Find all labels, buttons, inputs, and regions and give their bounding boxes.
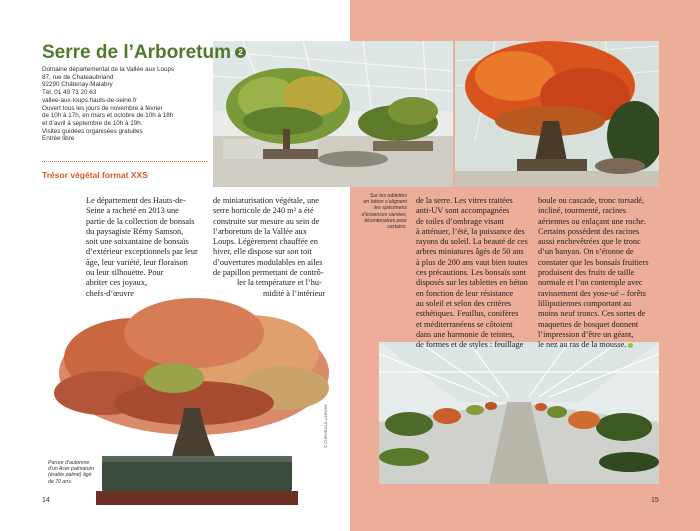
text-line: Loups. Légèrement chauffée en xyxy=(213,237,318,247)
section-subheading: Trésor végétal format XXS xyxy=(42,170,148,180)
greenhouse-bonsai-photo xyxy=(213,41,453,187)
text-line: aériennes ou enlaçant une roche. xyxy=(538,216,647,226)
text-line: de miniaturisation végétale, une xyxy=(213,196,319,205)
page-number-left: 14 xyxy=(42,497,50,504)
info-line: et d’avril à septembre de 10h à 19h. xyxy=(42,119,143,127)
text-line: en fonction de leur résistance xyxy=(416,288,514,298)
text-line: ler la température et l’hu- xyxy=(237,278,322,288)
text-line: de toiles d’ombrage visant xyxy=(416,216,504,226)
text-line: de papillon permettant de contrô- xyxy=(213,268,324,278)
info-line: 87, rue de Chateaubriand xyxy=(42,73,114,81)
info-line: Ouvert tous les jours de novembre à février xyxy=(42,104,163,112)
text-line: arbres miniatures âgés de 50 ans xyxy=(416,247,524,257)
text-line: d’ouvertures modulables en ailes xyxy=(213,257,323,267)
text-line: soit une soixantaine de bonsaïs xyxy=(86,237,189,247)
caption-line: (érable palmé) âgé xyxy=(48,472,92,479)
text-line: à atténuer, l’été, la puissance des xyxy=(416,226,525,236)
info-line: 92290 Châtenay-Malabry xyxy=(42,81,113,89)
text-line: l’impression d’être un géant, xyxy=(538,329,634,339)
caption-line: d’essences variées, xyxy=(361,211,407,218)
text-line: esthétiques. Feuillus, conifères xyxy=(416,309,519,319)
caption-line: d’un Acer palmatum xyxy=(48,466,94,473)
text-line: chefs-d’œuvre xyxy=(86,288,134,298)
photo-credit: © CORNEILLE LAROSE xyxy=(323,403,328,448)
text-line: dans une harmonie de teintes, xyxy=(416,329,515,339)
text-line: serre horticole de 240 m² a été xyxy=(213,206,314,216)
body-column-4 xyxy=(538,196,662,350)
caption-line: de 70 ans. xyxy=(48,478,73,485)
text-line: aussi enchevêtrées que le tronc xyxy=(538,237,641,247)
caption-tablettes xyxy=(355,193,407,230)
text-line: et méditerranéens se côtoient xyxy=(416,319,513,329)
text-line: ces précautions. Les bonsaïs sont xyxy=(416,268,526,278)
info-line: Domaine départemental de la Vallée aux Loups xyxy=(42,66,175,73)
body-column-3 xyxy=(416,196,540,350)
dotted-divider xyxy=(42,161,207,162)
text-line: construite sur mesure au sein de xyxy=(213,216,320,226)
text-line: du paysagiste Rémy Samson, xyxy=(86,226,184,236)
text-line: maquettes de bosquet donnent xyxy=(538,319,639,329)
text-line: Certains possèdent des racines xyxy=(538,226,640,236)
text-line: le nez au ras de la mousse. xyxy=(538,340,627,350)
text-line: constater que les bonsaïs fruitiers xyxy=(538,257,649,267)
text-line: abriter ces joyaux, xyxy=(86,278,148,288)
info-line: Entrée libre xyxy=(42,135,75,143)
info-line: Visites guidées organisées gratuites xyxy=(42,127,143,135)
info-line: vallee-aux-loups.hauts-de-seine.fr xyxy=(42,96,137,104)
visitor-info-block xyxy=(42,66,174,143)
greenhouse-aisle-photo xyxy=(379,342,659,484)
body-column-1 xyxy=(86,196,210,299)
text-line: à plus de 200 ans vaut bien toutes xyxy=(416,257,528,267)
text-line: lilliputiennes comportant au xyxy=(538,298,632,308)
text-line: au soleil et selon des critères xyxy=(416,298,512,308)
text-line: partie de la collection de bonsaïs xyxy=(86,216,195,226)
info-line: de 10h à 17h, en mars et octobre de 10h à 18h xyxy=(42,112,174,120)
text-line: hiver, elle dispose sur son toit xyxy=(213,247,312,257)
text-line: moins neuf troncs. Ces sortes de xyxy=(538,309,646,319)
caption-line: Sur les tablettes xyxy=(369,193,407,199)
text-line: ravissement des yose-ué – forêts xyxy=(538,288,646,298)
text-line: d’extérieur exceptionnels par leur xyxy=(86,247,198,257)
location-number-badge: 2 xyxy=(235,47,246,58)
text-line: disposés sur les tablettes en béton xyxy=(416,278,528,288)
text-line: l’arboretum de la Vallée aux xyxy=(213,226,307,236)
text-line: de la serre. Les vitres traitées xyxy=(416,196,513,205)
caption-erable xyxy=(48,460,104,485)
caption-line: Parure d’automne xyxy=(48,460,90,466)
text-line: midité à l’intérieur xyxy=(263,288,326,298)
text-line: d’un banyan. On s’étonne de xyxy=(538,247,634,257)
caption-line: bicentenaires pour xyxy=(364,217,407,224)
caption-line: en béton s’alignent xyxy=(363,199,407,206)
page-number-right: 15 xyxy=(651,497,659,504)
info-line: Tél. 01 49 73 20 63 xyxy=(42,89,97,97)
end-of-article-icon xyxy=(628,343,633,348)
text-line: rayons du soleil. La beauté de ces xyxy=(416,237,528,247)
body-column-2 xyxy=(213,196,337,299)
text-line: boule ou cascade, tronc torsadé, xyxy=(538,196,644,205)
text-line: Seine a racheté en 2013 une xyxy=(86,206,179,216)
caption-line: certains. xyxy=(387,224,407,231)
caption-line: les spécimens xyxy=(374,205,407,212)
autumn-bonsai-photo xyxy=(455,41,659,187)
text-line: ou leur silhouette. Pour xyxy=(86,268,164,278)
text-line: produisent des fruits de taille xyxy=(538,268,635,278)
text-line: incliné, tourmenté, racines xyxy=(538,206,627,216)
text-line: de formes et de styles : feuillage xyxy=(416,340,524,350)
text-line: Le département des Hauts-de- xyxy=(86,196,186,205)
page-title: Serre de l’Arboretum 2 xyxy=(42,42,246,64)
text-line: normale et l’on contemple avec xyxy=(538,278,643,288)
text-line: anti-UV sont accompagnées xyxy=(416,206,510,216)
text-line: âge, leur variété, leur floraison xyxy=(86,257,188,267)
